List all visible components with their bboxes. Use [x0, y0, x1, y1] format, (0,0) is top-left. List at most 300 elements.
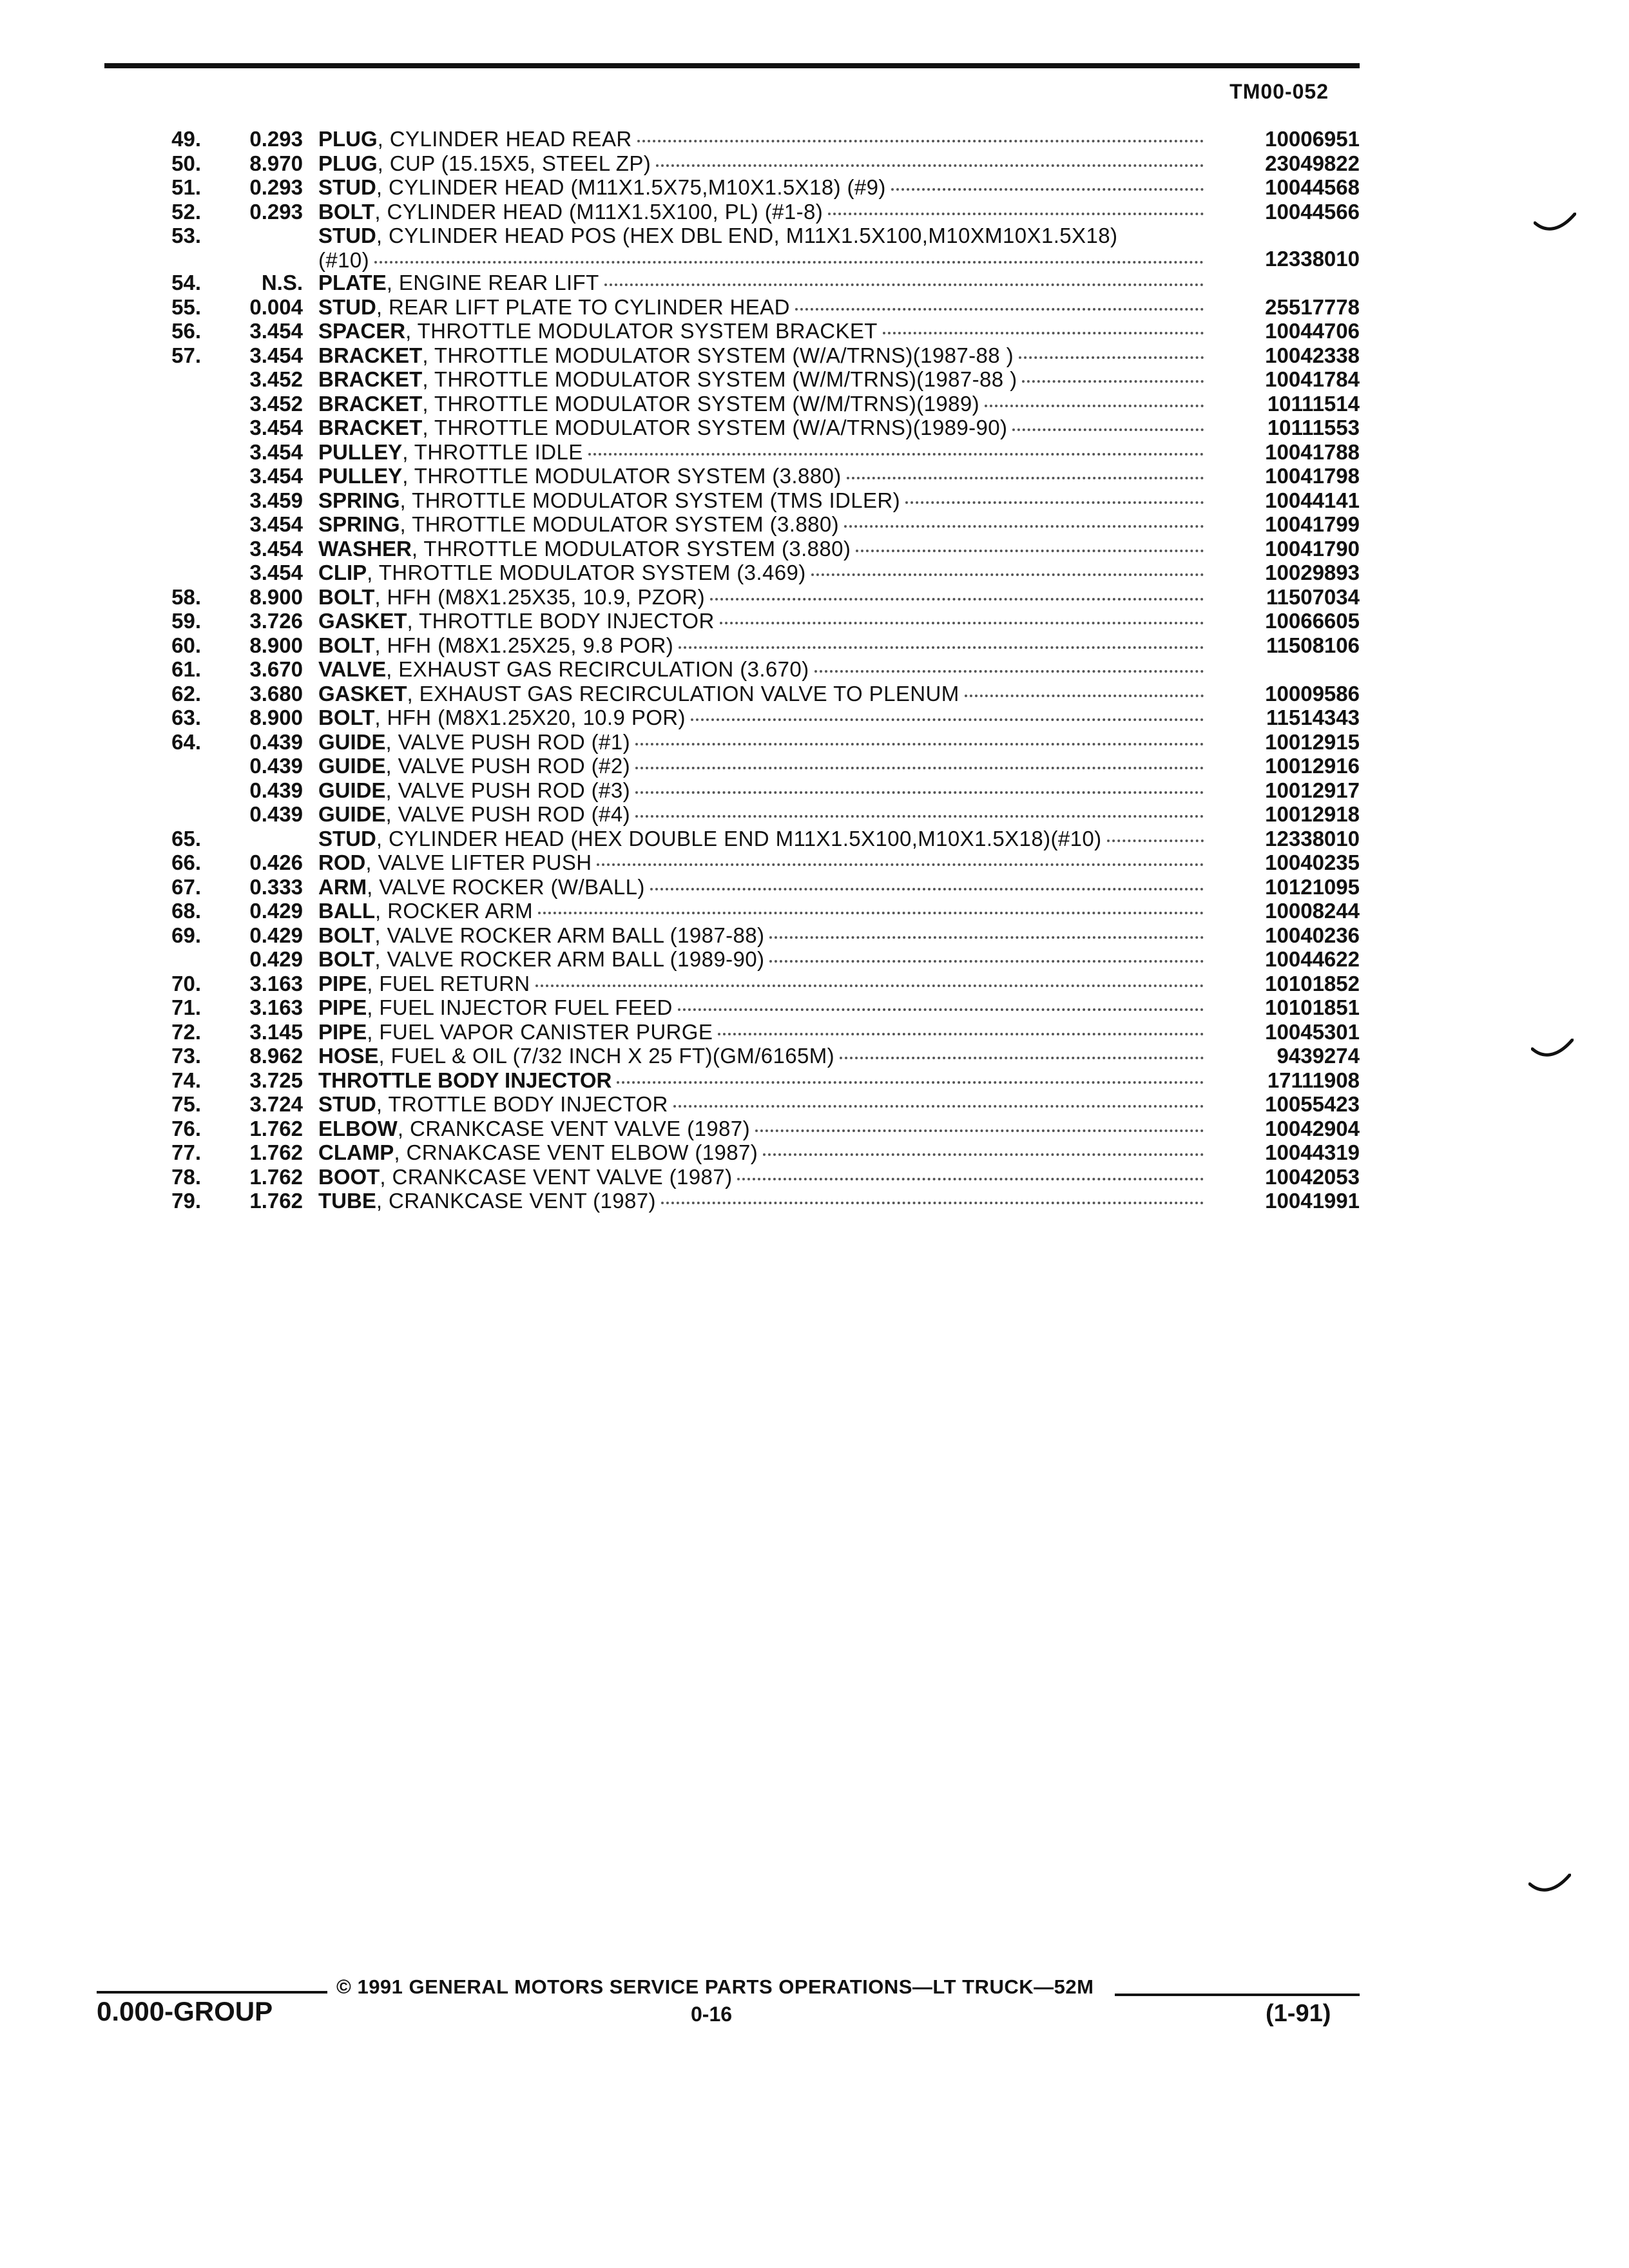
dot-leader [883, 332, 1204, 334]
parts-list [148, 127, 1360, 1213]
dot-leader [604, 284, 1204, 286]
part-row [148, 343, 1360, 368]
group-number: 0.429 [249, 947, 303, 971]
part-detail: , CYLINDER HEAD (HEX DOUBLE END M11X1.5X100,M10X1.5X18)(#10) [376, 826, 1102, 850]
part-row [148, 706, 1360, 730]
dot-leader [535, 985, 1204, 987]
part-number: 10066605 [1265, 609, 1360, 633]
part-name: BRACKET [318, 391, 423, 416]
part-description [318, 657, 1208, 682]
item-number: 62. [171, 681, 201, 706]
dot-leader [635, 791, 1204, 794]
part-detail: , VALVE PUSH ROD (#3) [385, 778, 630, 802]
part-number: 10044141 [1265, 488, 1360, 512]
item-number: 63. [171, 706, 201, 729]
part-name: VALVE [318, 657, 387, 681]
part-detail: , REAR LIFT PLATE TO CYLINDER HEAD [376, 294, 790, 319]
part-detail: , THROTTLE MODULATOR SYSTEM (W/A/TRNS)(1987-88 ) [422, 343, 1014, 367]
part-row [148, 1117, 1360, 1141]
part-name: STUD [318, 826, 376, 850]
group-number: 1.762 [249, 1189, 303, 1213]
part-number: 23049822 [1265, 151, 1360, 175]
part-name: PULLEY [318, 464, 403, 488]
item-number: 51. [171, 175, 201, 199]
item-number: 65. [171, 826, 201, 850]
group-number: 3.726 [249, 609, 303, 633]
dot-leader [1012, 428, 1204, 431]
part-detail: , ROCKER ARM [374, 899, 533, 923]
part-detail: , TROTTLE BODY INJECTOR [376, 1092, 668, 1116]
part-name: BALL [318, 899, 375, 923]
group-number: 3.452 [249, 367, 303, 391]
group-number: 3.163 [249, 995, 303, 1019]
group-number: 8.962 [249, 1044, 303, 1068]
part-detail: , CRNAKCASE VENT ELBOW (1987) [394, 1140, 758, 1164]
group-number: 3.680 [249, 681, 303, 706]
dot-leader [710, 598, 1204, 601]
part-row [148, 850, 1360, 875]
part-description [318, 585, 1208, 610]
document-code: TM00-052 [1229, 80, 1329, 103]
dot-leader [856, 550, 1204, 552]
part-detail: , THROTTLE MODULATOR SYSTEM (3.469) [367, 561, 806, 584]
dot-leader [597, 863, 1204, 866]
part-row [148, 657, 1360, 682]
dot-leader [891, 188, 1204, 191]
part-name: ARM [318, 874, 367, 899]
group-number: 0.439 [249, 754, 303, 778]
part-number: 10041991 [1265, 1189, 1360, 1213]
footer-rule-right [1115, 1994, 1360, 1996]
part-detail: , FUEL & OIL (7/32 INCH X 25 FT)(GM/6165M) [378, 1044, 835, 1068]
group-number: 3.454 [249, 416, 303, 439]
part-description [318, 367, 1208, 392]
dot-leader [1019, 356, 1204, 359]
part-detail: , CRANKCASE VENT (1987) [376, 1189, 656, 1213]
item-number: 59. [171, 609, 201, 633]
part-detail: , THROTTLE MODULATOR SYSTEM (W/A/TRNS)(1989-90) [422, 416, 1008, 439]
part-name: SPACER [318, 319, 406, 343]
part-name: THROTTLE BODY INJECTOR [318, 1068, 612, 1092]
part-name: CLIP [318, 561, 367, 584]
item-number: 52. [171, 199, 201, 224]
part-detail-continued: (#10) [318, 247, 370, 272]
part-row [148, 512, 1360, 537]
part-name: SPRING [318, 488, 400, 512]
part-number: 9439274 [1277, 1044, 1360, 1068]
part-row [148, 754, 1360, 778]
group-number: 3.459 [249, 488, 303, 512]
item-number: 71. [171, 995, 201, 1019]
part-row [148, 633, 1360, 658]
part-detail: , CRANKCASE VENT VALVE (1987) [380, 1164, 733, 1189]
part-description [318, 706, 1208, 730]
part-detail: , FUEL VAPOR CANISTER PURGE [367, 1019, 713, 1044]
group-number: 3.454 [249, 536, 303, 561]
dot-leader [815, 670, 1204, 673]
check-mark-icon [1528, 1874, 1571, 1896]
part-row [148, 151, 1360, 176]
dot-leader [635, 767, 1204, 769]
item-number: 78. [171, 1164, 201, 1189]
part-name: SPRING [318, 512, 400, 536]
part-number: 10042053 [1265, 1164, 1360, 1189]
part-description [318, 972, 1208, 996]
part-detail: , ENGINE REAR LIFT [386, 271, 599, 294]
part-name: GUIDE [318, 729, 386, 754]
part-number: 10012918 [1265, 802, 1360, 826]
part-number: 10040236 [1265, 923, 1360, 947]
dot-leader [763, 1153, 1204, 1156]
group-number: 3.452 [249, 391, 303, 416]
part-detail: , CUP (15.15X5, STEEL ZP) [377, 151, 651, 175]
dot-leader [811, 573, 1204, 576]
part-row [148, 392, 1360, 416]
dot-leader [374, 261, 1204, 264]
part-description [318, 561, 1208, 585]
part-number: 17111908 [1267, 1068, 1360, 1092]
item-number: 53. [171, 224, 201, 247]
part-detail: , THROTTLE IDLE [402, 439, 583, 464]
part-number: 10040235 [1265, 850, 1360, 874]
part-detail: , CYLINDER HEAD POS (HEX DBL END, M11X1.5X100,M10XM10X1.5X18) [376, 224, 1118, 247]
part-description [318, 200, 1208, 224]
check-mark-icon [1534, 213, 1576, 235]
group-number: 1.762 [249, 1116, 303, 1140]
part-name: PLUG [318, 151, 378, 175]
part-row [148, 464, 1360, 488]
part-name: GASKET [318, 609, 407, 633]
part-number: 12338010 [1265, 247, 1360, 271]
part-description [318, 995, 1208, 1020]
part-description [318, 802, 1208, 827]
item-number: 79. [171, 1189, 201, 1213]
dot-leader [656, 164, 1204, 167]
part-row [148, 175, 1360, 200]
part-description [318, 1165, 1208, 1189]
part-name: PIPE [318, 1019, 367, 1044]
dot-leader [720, 622, 1204, 624]
part-number: 10012916 [1265, 754, 1360, 778]
part-detail: , THROTTLE MODULATOR SYSTEM BRACKET [405, 319, 878, 343]
part-row [148, 367, 1360, 392]
item-number: 56. [171, 319, 201, 343]
dot-leader [679, 646, 1204, 649]
top-rule [104, 63, 1360, 68]
item-number: 67. [171, 874, 201, 899]
group-number: 3.145 [249, 1019, 303, 1044]
part-row [148, 1068, 1360, 1093]
part-name: BOLT [318, 584, 375, 609]
part-description [318, 271, 1208, 295]
group-number: 3.725 [249, 1068, 303, 1092]
footer-rule-left [97, 1991, 327, 1994]
part-description [318, 488, 1208, 513]
part-row [148, 682, 1360, 706]
dot-leader [538, 912, 1204, 914]
group-number: 1.762 [249, 1164, 303, 1189]
group-number: 0.293 [249, 127, 303, 151]
group-number: 8.900 [249, 584, 303, 609]
part-detail: , HFH (M8X1.25X20, 10.9 POR) [374, 706, 686, 729]
part-description [318, 633, 1208, 658]
part-number: 10101851 [1265, 995, 1360, 1019]
part-row [148, 224, 1360, 271]
part-row [148, 972, 1360, 996]
part-name: PLUG [318, 127, 378, 151]
part-number: 10012915 [1265, 729, 1360, 754]
group-number: 0.333 [249, 874, 303, 899]
part-description [318, 850, 1208, 875]
dot-leader [635, 743, 1204, 745]
part-row [148, 200, 1360, 224]
part-name: PLATE [318, 271, 387, 294]
part-number: 11514343 [1266, 706, 1360, 729]
part-detail: , CRANKCASE VENT VALVE (1987) [397, 1116, 750, 1140]
dot-leader [905, 501, 1204, 504]
part-name: BOOT [318, 1164, 380, 1189]
part-detail: , VALVE ROCKER ARM BALL (1987-88) [374, 923, 765, 947]
item-number: 61. [171, 657, 201, 681]
part-number: 11507034 [1266, 584, 1360, 609]
page-number: 0-16 [691, 2003, 733, 2026]
part-row [148, 1165, 1360, 1189]
part-detail: , VALVE ROCKER (W/BALL) [367, 874, 645, 899]
item-number: 77. [171, 1140, 201, 1164]
group-number: 0.429 [249, 899, 303, 923]
part-description [318, 827, 1208, 851]
part-number: 10012917 [1265, 778, 1360, 802]
part-number: 10041784 [1265, 367, 1360, 391]
part-description [318, 295, 1208, 320]
part-description [318, 1140, 1208, 1165]
group-number: 3.454 [249, 561, 303, 584]
group-number: 0.293 [249, 175, 303, 199]
item-number: 74. [171, 1068, 201, 1092]
part-name: BOLT [318, 947, 375, 971]
dot-leader [691, 718, 1204, 721]
part-detail: , THROTTLE MODULATOR SYSTEM (3.880) [400, 512, 839, 536]
item-number: 58. [171, 584, 201, 609]
part-row [148, 1020, 1360, 1044]
dot-leader [635, 815, 1204, 818]
part-number: 10044622 [1265, 947, 1360, 971]
part-description [318, 175, 1208, 200]
part-description [318, 1189, 1208, 1213]
part-name: PULLEY [318, 439, 403, 464]
item-number: 68. [171, 899, 201, 923]
part-name: ROD [318, 850, 366, 874]
group-number: 3.454 [249, 439, 303, 464]
part-number: 10041798 [1265, 464, 1360, 488]
part-detail: , CYLINDER HEAD REAR [377, 127, 632, 151]
part-detail: , THROTTLE MODULATOR SYSTEM (TMS IDLER) [400, 488, 901, 512]
group-number: 0.004 [249, 294, 303, 319]
group-number: 0.426 [249, 850, 303, 874]
part-row [148, 561, 1360, 585]
part-description [318, 947, 1208, 972]
part-number: 10044706 [1265, 319, 1360, 343]
part-description [318, 464, 1208, 488]
part-description [318, 1117, 1208, 1141]
dot-leader [985, 405, 1204, 407]
item-number: 64. [171, 729, 201, 754]
part-number: 10041799 [1265, 512, 1360, 536]
part-number: 25517778 [1265, 294, 1360, 319]
part-row [148, 923, 1360, 948]
part-number: 10101852 [1265, 971, 1360, 995]
part-number: 10041790 [1265, 536, 1360, 561]
part-detail: , THROTTLE MODULATOR SYSTEM (3.880) [402, 464, 842, 488]
group-number: 3.454 [249, 319, 303, 343]
part-row [148, 947, 1360, 972]
group-number: 3.454 [249, 464, 303, 488]
group-number: 3.670 [249, 657, 303, 681]
group-number: 3.724 [249, 1092, 303, 1116]
dot-leader [795, 308, 1204, 311]
part-detail: , THROTTLE MODULATOR SYSTEM (W/M/TRNS)(1989) [422, 391, 980, 416]
part-detail: , THROTTLE MODULATOR SYSTEM (W/M/TRNS)(1987-88 ) [422, 367, 1017, 391]
group-number: 0.293 [249, 199, 303, 224]
part-row [148, 875, 1360, 899]
part-detail: , THROTTLE BODY INJECTOR [407, 609, 715, 633]
part-number: 12338010 [1265, 826, 1360, 850]
part-row [148, 416, 1360, 440]
part-row [148, 585, 1360, 610]
part-number: 10029893 [1265, 561, 1360, 584]
part-name: BOLT [318, 633, 375, 657]
group-number: 1.762 [249, 1140, 303, 1164]
part-description [318, 512, 1208, 537]
dot-leader [844, 525, 1204, 528]
part-detail: , THROTTLE MODULATOR SYSTEM (3.880) [411, 536, 851, 561]
part-description [318, 875, 1208, 899]
part-row [148, 127, 1360, 151]
dot-leader [1022, 380, 1204, 383]
item-number: 50. [171, 151, 201, 175]
part-number: 10111553 [1267, 416, 1360, 439]
dot-leader [718, 1033, 1204, 1035]
part-name: STUD [318, 294, 376, 319]
item-number: 49. [171, 127, 201, 151]
part-detail: , VALVE PUSH ROD (#2) [385, 754, 630, 778]
part-detail: , VALVE PUSH ROD (#1) [385, 729, 630, 754]
part-detail: , EXHAUST GAS RECIRCULATION (3.670) [386, 657, 809, 681]
part-name: ELBOW [318, 1116, 398, 1140]
part-detail: , FUEL INJECTOR FUEL FEED [367, 995, 673, 1019]
part-row [148, 271, 1360, 295]
dot-leader [617, 1081, 1204, 1084]
part-number: 10044566 [1265, 199, 1360, 224]
group-number: 0.439 [249, 729, 303, 754]
group-number: 0.429 [249, 923, 303, 947]
part-name: GASKET [318, 681, 407, 706]
part-number: 11508106 [1266, 633, 1360, 657]
part-row [148, 609, 1360, 633]
part-row [148, 1044, 1360, 1068]
part-description [318, 151, 1208, 176]
part-description [318, 682, 1208, 706]
part-number: 10042904 [1265, 1116, 1360, 1140]
dot-leader [737, 1178, 1204, 1180]
part-detail: , HFH (M8X1.25X25, 9.8 POR) [374, 633, 674, 657]
group-number: 8.970 [249, 151, 303, 175]
part-number: 10055423 [1265, 1092, 1360, 1116]
dot-leader [965, 695, 1204, 697]
part-name: BRACKET [318, 416, 423, 439]
part-description [318, 1068, 1208, 1093]
part-description [318, 224, 1208, 272]
part-name: GUIDE [318, 778, 386, 802]
part-description [318, 899, 1208, 923]
check-mark-icon [1531, 1039, 1574, 1061]
part-number: 10121095 [1265, 874, 1360, 899]
group-number: 3.454 [249, 512, 303, 536]
part-row [148, 778, 1360, 803]
part-description [318, 319, 1208, 343]
item-number: 57. [171, 343, 201, 367]
part-description [318, 754, 1208, 778]
part-description [318, 730, 1208, 754]
dot-leader [588, 453, 1204, 456]
part-description [318, 127, 1208, 151]
part-row [148, 319, 1360, 343]
dot-leader [755, 1129, 1204, 1132]
part-number: 10044568 [1265, 175, 1360, 199]
group-number: N.S. [261, 271, 303, 294]
copyright-line: © 1991 GENERAL MOTORS SERVICE PARTS OPERATIONS—LT TRUCK—52M [336, 1975, 1094, 1998]
item-number: 66. [171, 850, 201, 874]
item-number: 54. [171, 271, 201, 294]
part-description [318, 1092, 1208, 1117]
part-row [148, 537, 1360, 561]
part-name: WASHER [318, 536, 412, 561]
part-row [148, 295, 1360, 320]
part-name: PIPE [318, 971, 367, 995]
part-number: 10009586 [1265, 681, 1360, 706]
part-row [148, 1092, 1360, 1117]
part-number: 10042338 [1265, 343, 1360, 367]
part-description [318, 392, 1208, 416]
part-number: 10008244 [1265, 899, 1360, 923]
part-row [148, 1140, 1360, 1165]
item-number: 55. [171, 294, 201, 319]
part-description [318, 416, 1208, 440]
group-number: 0.439 [249, 802, 303, 826]
dot-leader [828, 213, 1204, 215]
group-number: 8.900 [249, 633, 303, 657]
group-label: 0.000-GROUP [97, 1996, 273, 2026]
part-row [148, 995, 1360, 1020]
part-description [318, 343, 1208, 368]
part-name: HOSE [318, 1044, 379, 1068]
part-row [148, 802, 1360, 827]
part-row [148, 440, 1360, 465]
item-number: 75. [171, 1092, 201, 1116]
part-description [318, 1020, 1208, 1044]
part-row [148, 1189, 1360, 1213]
part-detail: , FUEL RETURN [367, 971, 530, 995]
part-name: PIPE [318, 995, 367, 1019]
part-description [318, 1044, 1208, 1068]
part-row [148, 488, 1360, 513]
part-description [318, 778, 1208, 803]
dot-leader [840, 1057, 1204, 1059]
part-name: BRACKET [318, 343, 423, 367]
part-row [148, 827, 1360, 851]
dot-leader [847, 477, 1204, 479]
group-number: 0.439 [249, 778, 303, 802]
